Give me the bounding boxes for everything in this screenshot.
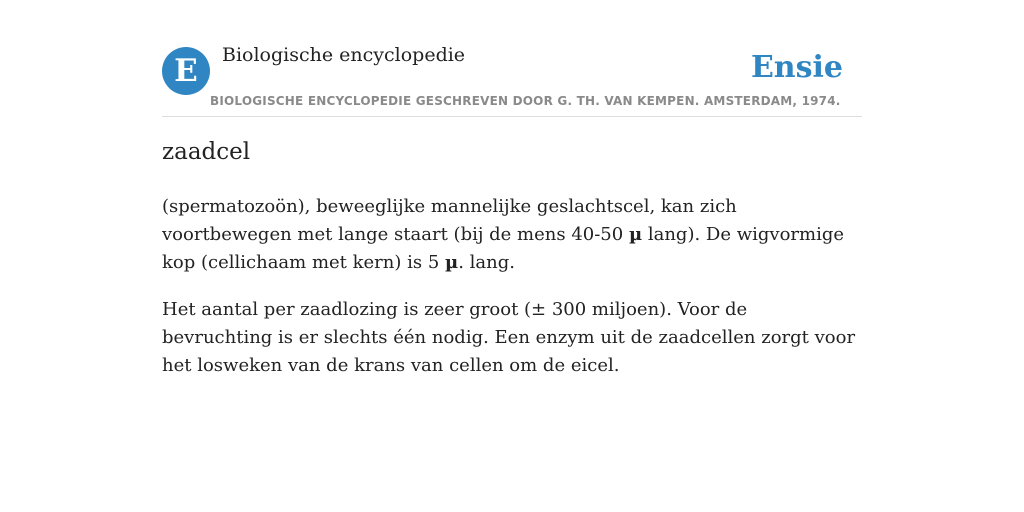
content-container bbox=[162, 0, 862, 376]
site-title[interactable]: Biologische encyclopedie bbox=[222, 44, 466, 66]
paragraph-1-text-2: lang). De wigvormige kop (cellichaam met kern) is 5 bbox=[162, 224, 845, 273]
logo-icon[interactable]: E bbox=[162, 47, 210, 95]
site-header bbox=[162, 0, 862, 117]
entry-paragraph-2: Het aantal per zaadlozing is zeer groot (± 300 miljoen). Voor de bevruchting is er slechts één nodig. Een enzym uit de zaadcellen zorgt voor het losweken van de krans van cellen om de eicel. bbox=[162, 299, 856, 376]
entry-title: zaadcel bbox=[162, 139, 251, 165]
paragraph-1-text-3: . lang. bbox=[458, 252, 515, 273]
paragraph-1-text-1: (spermatozoön), beweeglijke mannelijke geslachtscel, kan zich voortbewegen met lange staart (bij de mens 40-50 bbox=[162, 196, 737, 245]
micron-symbol: µ bbox=[628, 224, 643, 245]
brand-logo[interactable]: Ensie bbox=[750, 50, 843, 85]
site-subtitle: BIOLOGISCHE ENCYCLOPEDIE GESCHREVEN DOOR G. TH. VAN KEMPEN. AMSTERDAM, 1974. bbox=[210, 94, 841, 108]
micron-symbol: µ bbox=[445, 252, 459, 273]
entry-paragraph-1 bbox=[162, 193, 862, 277]
entry-body bbox=[162, 193, 862, 399]
